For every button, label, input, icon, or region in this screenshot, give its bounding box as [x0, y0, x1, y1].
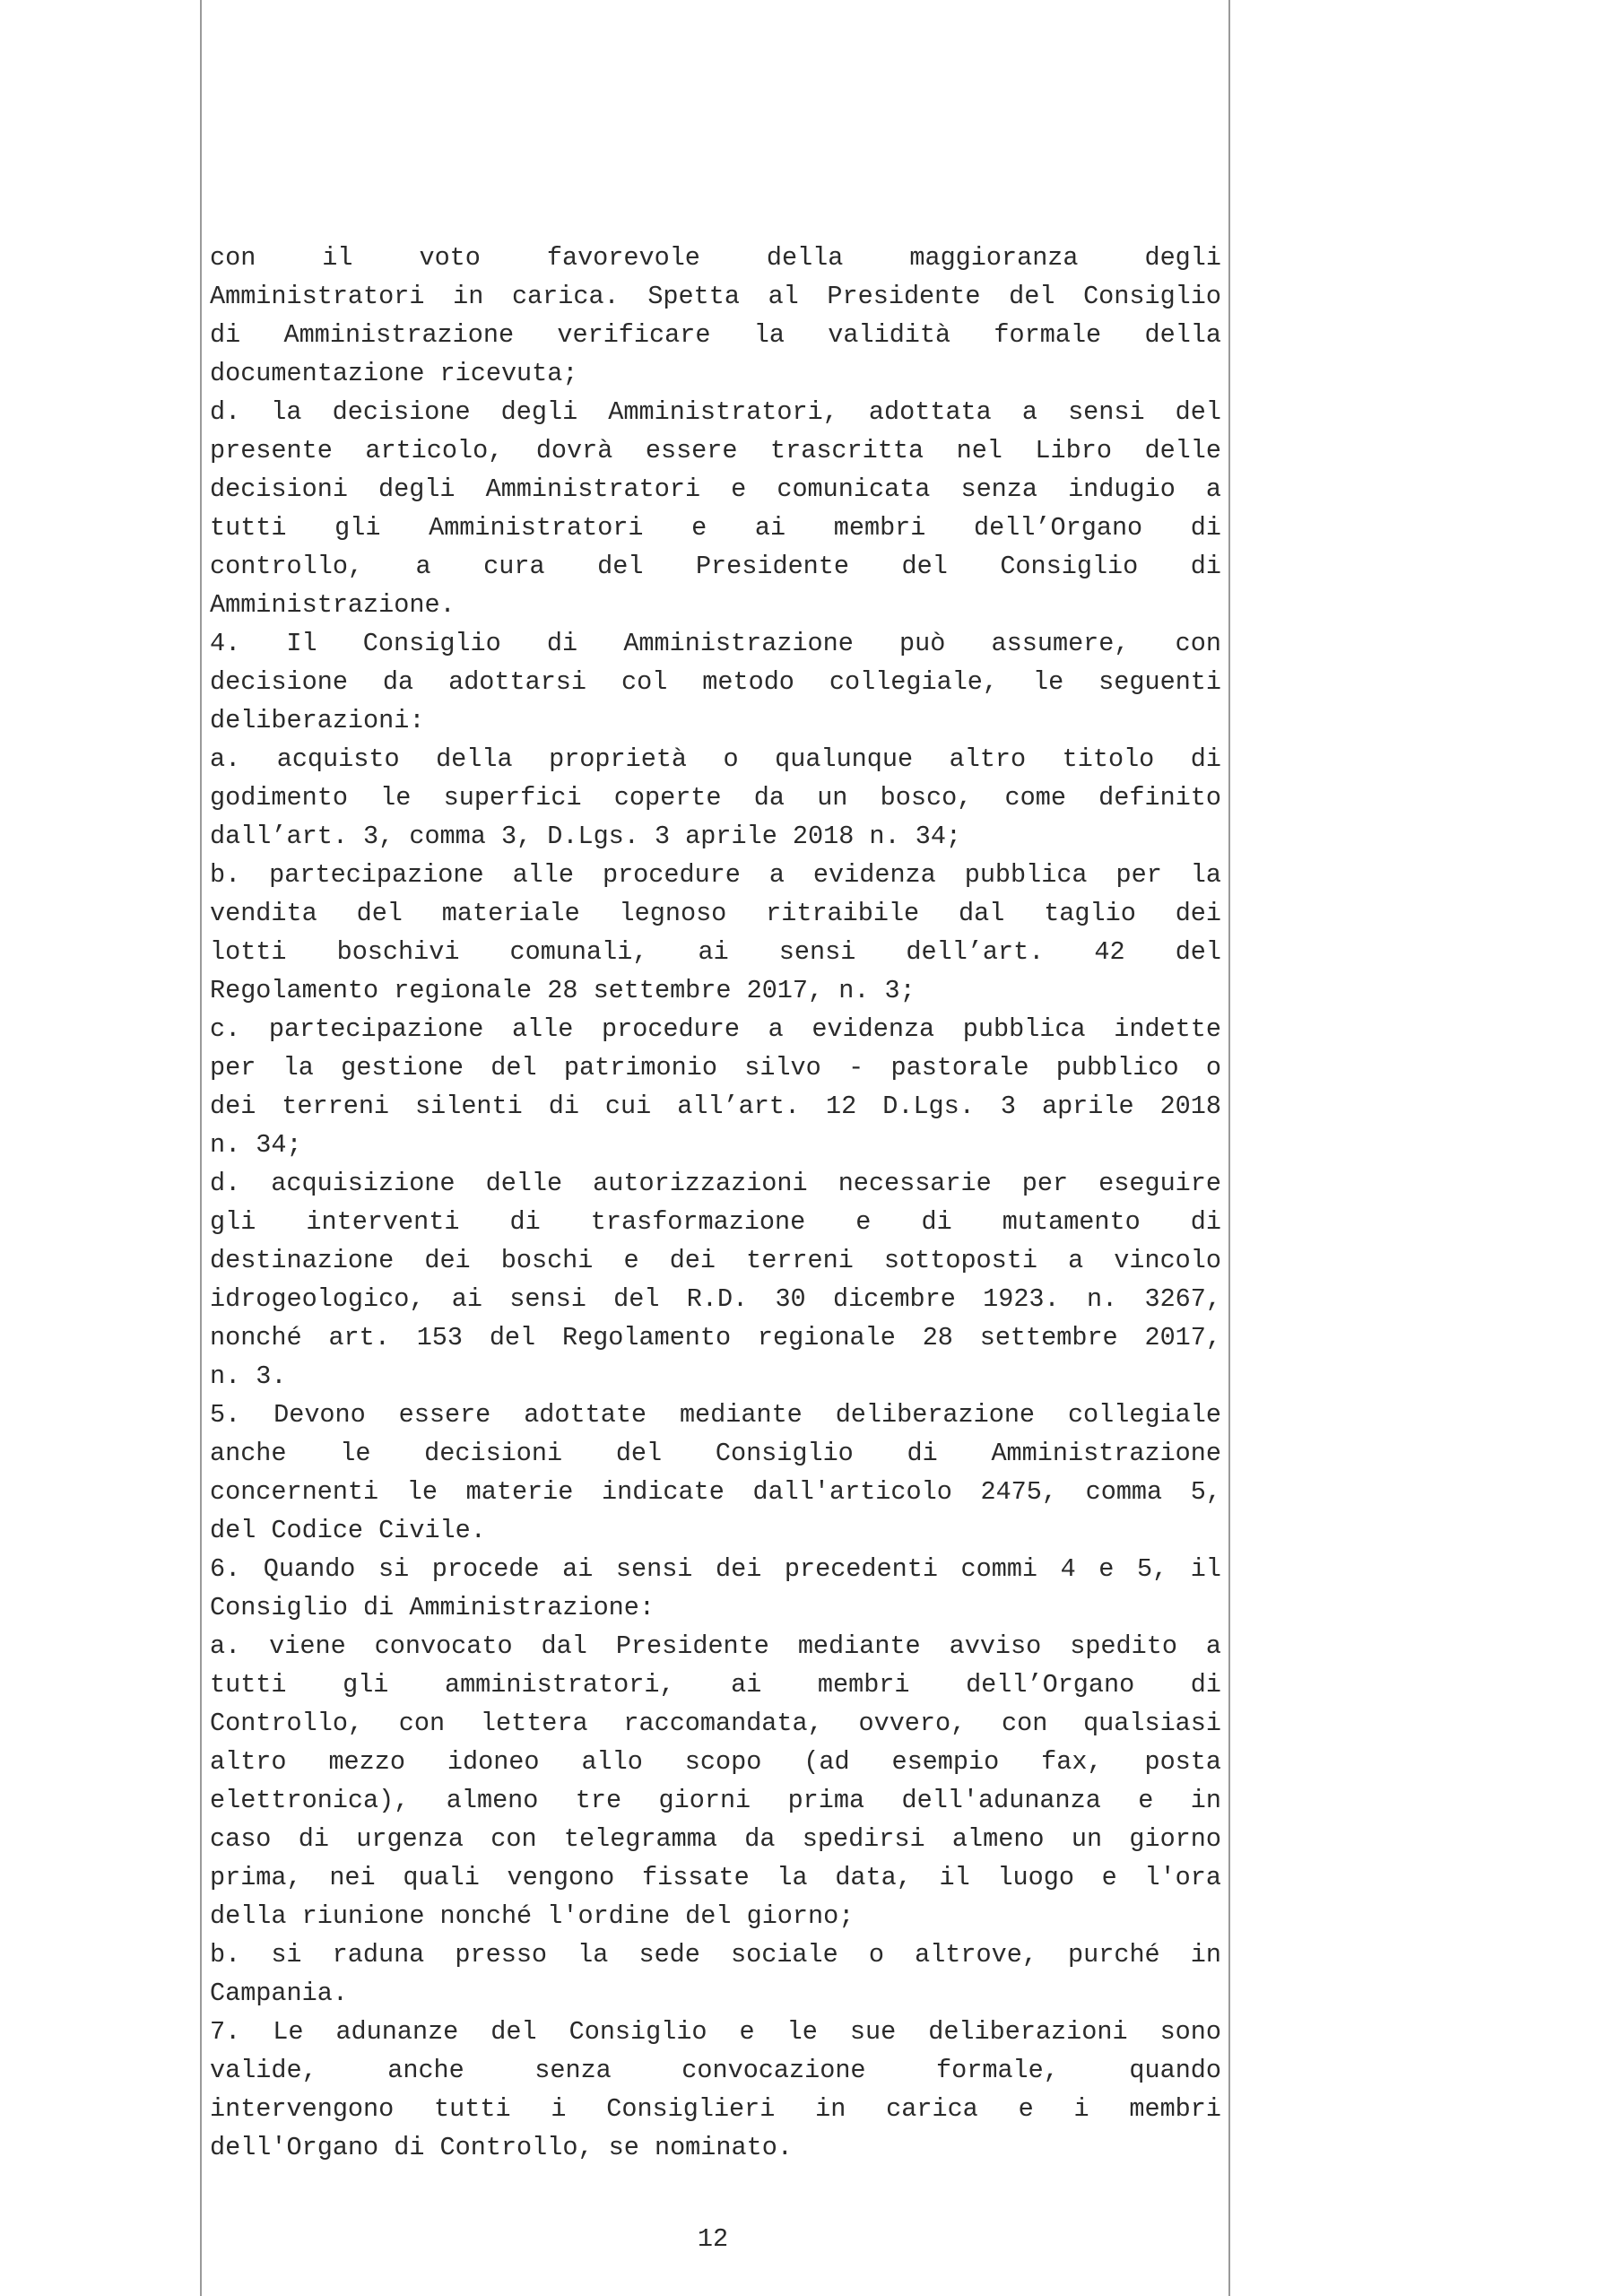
text-line: deliberazioni: [210, 706, 425, 735]
text-line: d. la decisione degli Amministratori, adottata a sensi del [210, 397, 1221, 427]
text-line: b. partecipazione alle procedure a evidenza pubblica per la [210, 860, 1221, 890]
document-body [210, 239, 1221, 2167]
text-line: Controllo, con lettera raccomandata, ovvero, con qualsiasi [210, 1709, 1221, 1738]
text-line: Amministrazione. [210, 590, 456, 620]
left-margin-line [200, 0, 202, 2296]
text-line: Campania. [210, 1979, 348, 2008]
text-line: nonché art. 153 del Regolamento regionale 28 settembre 2017, [210, 1323, 1221, 1352]
text-line: 4. Il Consiglio di Amministrazione può assumere, con [210, 629, 1221, 658]
text-line: elettronica), almeno tre giorni prima dell'adunanza e in [210, 1786, 1221, 1815]
text-line: decisione da adottarsi col metodo collegiale, le seguenti [210, 667, 1221, 697]
text-line: presente articolo, dovrà essere trascritta nel Libro delle [210, 436, 1221, 465]
text-line: a. acquisto della proprietà o qualunque altro titolo di [210, 744, 1221, 774]
text-line: dall’art. 3, comma 3, D.Lgs. 3 aprile 2018 n. 34; [210, 822, 962, 851]
text-line: 5. Devono essere adottate mediante deliberazione collegiale [210, 1400, 1221, 1430]
text-line: Consiglio di Amministrazione: [210, 1593, 655, 1622]
text-line: con il voto favorevole della maggioranza degli [210, 243, 1221, 273]
text-line: 6. Quando si procede ai sensi dei precedenti commi 4 e 5, il [210, 1554, 1221, 1584]
text-line: c. partecipazione alle procedure a evidenza pubblica indette [210, 1014, 1221, 1044]
text-line: anche le decisioni del Consiglio di Amministrazione [210, 1439, 1221, 1468]
text-line: lotti boschivi comunali, ai sensi dell’art. 42 del [210, 937, 1221, 967]
text-line: di Amministrazione verificare la validità formale della [210, 320, 1221, 350]
text-line: decisioni degli Amministratori e comunicata senza indugio a [210, 474, 1221, 504]
text-line: Amministratori in carica. Spetta al Presidente del Consiglio [210, 282, 1221, 311]
text-line: tutti gli Amministratori e ai membri dell’Organo di [210, 513, 1221, 543]
text-line: del Codice Civile. [210, 1516, 486, 1545]
text-line: prima, nei quali vengono fissate la data, il luogo e l'ora [210, 1863, 1221, 1892]
text-line: destinazione dei boschi e dei terreni sottoposti a vincolo [210, 1246, 1221, 1275]
text-line: valide, anche senza convocazione formale, quando [210, 2056, 1221, 2085]
text-line: concernenti le materie indicate dall'articolo 2475, comma 5, [210, 1477, 1221, 1507]
text-line: per la gestione del patrimonio silvo - pastorale pubblico o [210, 1053, 1221, 1083]
text-line: controllo, a cura del Presidente del Consiglio di [210, 552, 1221, 581]
text-line: dell'Organo di Controllo, se nominato. [210, 2133, 793, 2162]
text-line: godimento le superfici coperte da un bosco, come definito [210, 783, 1221, 813]
text-line: caso di urgenza con telegramma da spedirsi almeno un giorno [210, 1824, 1221, 1854]
right-margin-line [1228, 0, 1230, 2296]
text-line: Regolamento regionale 28 settembre 2017, n. 3; [210, 976, 916, 1005]
text-line: 7. Le adunanze del Consiglio e le sue deliberazioni sono [210, 2017, 1221, 2047]
text-line: idrogeologico, ai sensi del R.D. 30 dicembre 1923. n. 3267, [210, 1284, 1221, 1314]
text-line: n. 34; [210, 1130, 302, 1160]
text-line: della riunione nonché l'ordine del giorno; [210, 1901, 855, 1931]
text-line: documentazione ricevuta; [210, 359, 578, 388]
text-line: dei terreni silenti di cui all’art. 12 D.Lgs. 3 aprile 2018 [210, 1091, 1221, 1121]
page-number: 12 [697, 2224, 729, 2254]
text-line: tutti gli amministratori, ai membri dell’Organo di [210, 1670, 1221, 1700]
text-line: d. acquisizione delle autorizzazioni necessarie per eseguire [210, 1169, 1221, 1198]
text-line: vendita del materiale legnoso ritraibile dal taglio dei [210, 899, 1221, 928]
text-line: b. si raduna presso la sede sociale o altrove, purché in [210, 1940, 1221, 1970]
text-line: a. viene convocato dal Presidente mediante avviso spedito a [210, 1631, 1221, 1661]
text-line: intervengono tutti i Consiglieri in carica e i membri [210, 2094, 1221, 2124]
text-line: altro mezzo idoneo allo scopo (ad esempio fax, posta [210, 1747, 1221, 1777]
text-line: n. 3. [210, 1361, 287, 1391]
text-line: gli interventi di trasformazione e di mutamento di [210, 1207, 1221, 1237]
